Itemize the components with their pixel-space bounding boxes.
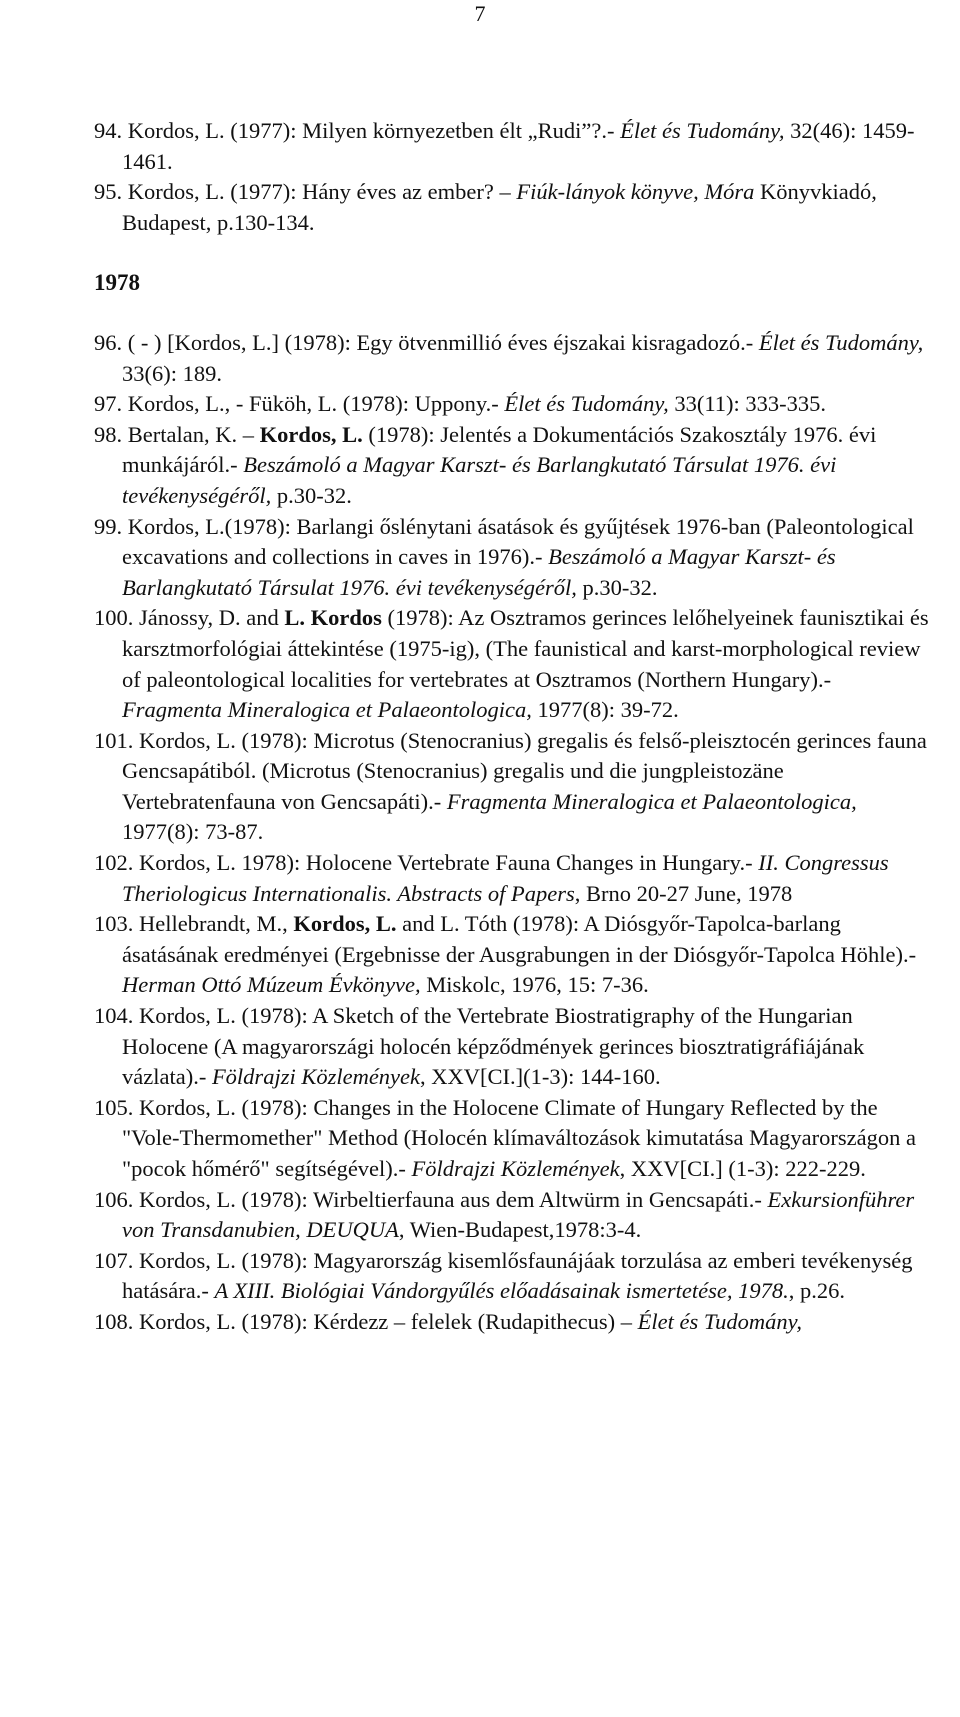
citation-source: Exkursionführer von Transdanubien, DEUQUA: [122, 1186, 915, 1243]
entry-text: 94. Kordos, L. (1977): Milyen környezetben élt „Rudi”?.-: [94, 118, 621, 143]
entry-text: 32(46): 1459-1461.: [122, 118, 915, 174]
citation-source: Élet és Tudomány,: [637, 1308, 802, 1334]
bibliography-entry-96: [94, 328, 932, 389]
entry-text: (1978): Jelentés a Dokumentációs Szakosztály 1976. évi munkájáról.-: [122, 421, 877, 478]
entry-text: 105. Kordos, L. (1978): Changes in the Holocene Climate of Hungary Reflected by the "Vole-Thermomether" Method (Holocén klímaváltozások kimutatása Magyarországon a "pocok hőmérő" segítségével).-: [94, 1094, 916, 1181]
year-heading: 1978: [94, 270, 140, 296]
citation-source: Beszámoló a Magyar Karszt- és Barlangkutató Társulat 1976. évi tevékenységéről,: [122, 452, 837, 508]
citation-source: Földrajzi Közlemények: [211, 1064, 421, 1090]
bibliography-entry-107: [94, 1246, 932, 1307]
entry-text: 100. Jánossy, D. and: [94, 605, 285, 631]
citation-source: Élet és Tudomány,: [504, 391, 669, 417]
entry-text: , Brno 20-27 June, 1978: [574, 880, 793, 906]
entry-text: , XXV[CI.](1-3): 144-160.: [420, 1064, 661, 1090]
entry-text: 103. Hellebrandt, M.,: [94, 911, 294, 937]
citation-source: II. Congressus Theriologicus Internationalis. Abstracts of Papers: [122, 850, 889, 906]
bibliography-entry-101: [94, 726, 932, 848]
citation-source: Élet és Tudomány,: [758, 329, 924, 355]
entry-text: 98. Bertalan, K. –: [94, 421, 260, 447]
entry-text: 99. Kordos, L.(1978): Barlangi őslénytani ásatások és gyűjtések 1976-ban (Paleontological excavations and collections in caves in 1976).-: [94, 513, 914, 570]
bibliography-1977-entries: [94, 116, 932, 238]
bibliography-entry-105: [94, 1093, 932, 1185]
bibliography-entry-94: [94, 116, 932, 177]
entry-text: 33(11): 333-335.: [668, 391, 827, 417]
entry-text: , p.26.: [788, 1278, 845, 1304]
highlighted-author: L. Kordos: [284, 605, 382, 631]
entry-text: 33(6): 189.: [122, 360, 222, 386]
entry-text: 96. ( - ) [Kordos, L.] (1978): Egy ötvenmillió éves éjszakai kisragadozó.-: [94, 329, 759, 355]
entry-text: 104. Kordos, L. (1978): A Sketch of the Vertebrate Biostratigraphy of the Hungarian Holocene (A magyarországi holocén képződmények gerinces biosztratigráfiájának vázlata).-: [94, 1003, 865, 1090]
bibliography-entry-106: [94, 1185, 932, 1246]
citation-source: Földrajzi Közlemények: [411, 1156, 620, 1181]
bibliography-entry-97: [94, 389, 932, 420]
bibliography-entry-99: [94, 512, 932, 604]
entry-text: 106. Kordos, L. (1978): Wirbeltierfauna aus dem Altwürm in Gencsapáti.-: [94, 1186, 768, 1212]
citation-source: Élet és Tudomány,: [620, 118, 785, 143]
bibliography-1978-entries: [94, 328, 932, 1338]
entry-text: 1977(8): 73-87.: [122, 819, 264, 845]
highlighted-author: Kordos, L.: [259, 421, 363, 447]
entry-text: 95. Kordos, L. (1977): Hány éves az ember? –: [94, 179, 517, 205]
citation-source: Fiúk-lányok könyve, Móra: [516, 179, 755, 205]
citation-source: Herman Ottó Múzeum Évkönyve,: [122, 972, 421, 998]
citation-source: Beszámoló a Magyar Karszt- és Barlangkutató Társulat 1976. évi tevékenységéről,: [122, 544, 836, 600]
entry-text: Könyvkiadó, Budapest, p.130-134.: [122, 179, 877, 235]
entry-text: 108. Kordos, L. (1978): Kérdezz – felelek (Rudapithecus) –: [94, 1308, 638, 1334]
entry-text: 107. Kordos, L. (1978): Magyarország kisemlősfaunájáak torzulása az emberi tevékenység hatására.-: [94, 1247, 913, 1304]
entry-text: (1978): Az Osztramos gerinces lelőhelyeinek faunisztikai és karsztmorfológiai áttekintése (1975-ig), (The faunistical and karst-morphological review of paleontological localities for vertebrates at Osztramos (Northern Hungary).-: [122, 605, 929, 692]
entry-text: and L. Tóth (1978): A Diósgyőr-Tapolca-barlang ásatásának eredményei (Ergebnisse der Ausgrabungen in der Diósgyőr-Tapolca Höhle).-: [122, 911, 917, 967]
entry-text: 102. Kordos, L. 1978): Holocene Vertebrate Fauna Changes in Hungary.-: [94, 850, 759, 876]
entry-text: 1977(8): 39-72.: [531, 697, 679, 723]
entry-text: p.30-32.: [576, 574, 658, 600]
bibliography-entry-98: [94, 420, 932, 512]
bibliography-list: [94, 116, 932, 1338]
bibliography-entry-104: [94, 1001, 932, 1093]
bibliography-entry-102: [94, 848, 932, 909]
entry-text: , XXV[CI.] (1-3): 222-229.: [619, 1156, 866, 1181]
bibliography-entry-100: [94, 603, 932, 725]
bibliography-entry-108: [94, 1307, 932, 1338]
entry-text: Miskolc, 1976, 15: 7-36.: [420, 972, 649, 998]
entry-text: 97. Kordos, L., - Füköh, L. (1978): Uppony.-: [94, 391, 505, 417]
citation-source: Fragmenta Mineralogica et Palaeontologica,: [446, 788, 857, 814]
page-number: 7: [474, 1, 486, 26]
highlighted-author: Kordos, L.: [293, 911, 397, 937]
citation-source: A XIII. Biológiai Vándorgyűlés előadásainak ismertetése, 1978.: [214, 1278, 789, 1304]
entry-text: 101. Kordos, L. (1978): Microtus (Stenocranius) gregalis és felső-pleisztocén gerinces fauna Gencsapátiból. (Microtus (Stenocranius) gregalis und die jungpleistozäne Vertebratenfauna von Gencsapáti).-: [94, 727, 927, 814]
bibliography-entry-103: [94, 909, 932, 1001]
entry-text: p.30-32.: [271, 482, 352, 508]
entry-text: , Wien-Budapest,1978:3-4.: [398, 1217, 642, 1243]
citation-source: Fragmenta Mineralogica et Palaeontologica,: [122, 697, 532, 723]
bibliography-entry-95: [94, 177, 932, 238]
